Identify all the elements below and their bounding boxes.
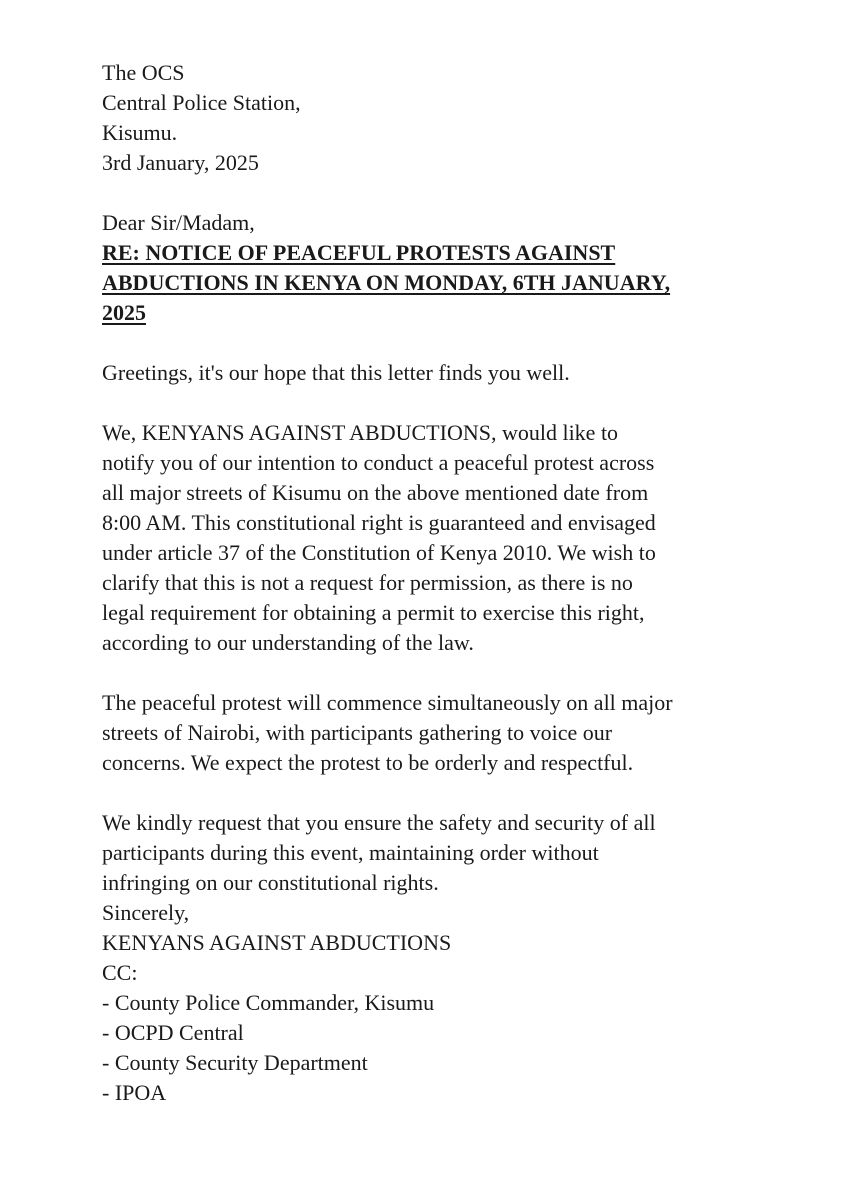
paragraph-line: concerns. We expect the protest to be orderly and respectful. [102, 750, 634, 775]
paragraph-line: streets of Nairobi, with participants gathering to voice our [102, 720, 613, 745]
paragraph-line: according to our understanding of the law. [102, 630, 474, 655]
paragraph-line: all major streets of Kisumu on the above mentioned date from [102, 480, 649, 505]
cc-item: - County Security Department [102, 1050, 368, 1075]
paragraph-line: 8:00 AM. This constitutional right is guaranteed and envisaged [102, 510, 656, 535]
paragraph-protest [102, 688, 802, 778]
paragraph-line: clarify that this is not a request for permission, as there is no [102, 570, 633, 595]
greeting: Greetings, it's our hope that this letter finds you well. [102, 360, 570, 385]
address-line: Kisumu. [102, 120, 178, 145]
cc-label: CC: [102, 960, 138, 985]
paragraph-line: under article 37 of the Constitution of Kenya 2010. We wish to [102, 540, 656, 565]
closing: Sincerely, [102, 900, 190, 925]
spacer [102, 778, 802, 808]
letter-date: 3rd January, 2025 [102, 150, 259, 175]
subject-line: ABDUCTIONS IN KENYA ON MONDAY, 6TH JANUARY, [102, 270, 671, 295]
signatory: KENYANS AGAINST ABDUCTIONS [102, 930, 452, 955]
recipient-address [102, 58, 802, 178]
address-line: Central Police Station, [102, 90, 301, 115]
paragraph-line: participants during this event, maintaining order without [102, 840, 599, 865]
cc-section [102, 958, 802, 1108]
subject-heading [102, 238, 802, 328]
spacer [102, 328, 802, 358]
letter [102, 58, 802, 1108]
paragraph-line: We, KENYANS AGAINST ABDUCTIONS, would like to [102, 420, 619, 445]
paragraph-line: infringing on our constitutional rights. [102, 870, 439, 895]
cc-item: - IPOA [102, 1080, 167, 1105]
paragraph-notice [102, 418, 802, 658]
paragraph-line: legal requirement for obtaining a permit to exercise this right, [102, 600, 645, 625]
salutation: Dear Sir/Madam, [102, 210, 255, 235]
paragraph-line: The peaceful protest will commence simultaneously on all major [102, 690, 673, 715]
address-line: The OCS [102, 60, 185, 85]
spacer [102, 388, 802, 418]
subject-line: 2025 [102, 300, 146, 325]
spacer [102, 178, 802, 208]
spacer [102, 658, 802, 688]
cc-item: - County Police Commander, Kisumu [102, 990, 435, 1015]
cc-item: - OCPD Central [102, 1020, 244, 1045]
paragraph-line: We kindly request that you ensure the safety and security of all [102, 810, 656, 835]
paragraph-line: notify you of our intention to conduct a peaceful protest across [102, 450, 655, 475]
subject-line: RE: NOTICE OF PEACEFUL PROTESTS AGAINST [102, 240, 616, 265]
paragraph-request [102, 808, 802, 898]
